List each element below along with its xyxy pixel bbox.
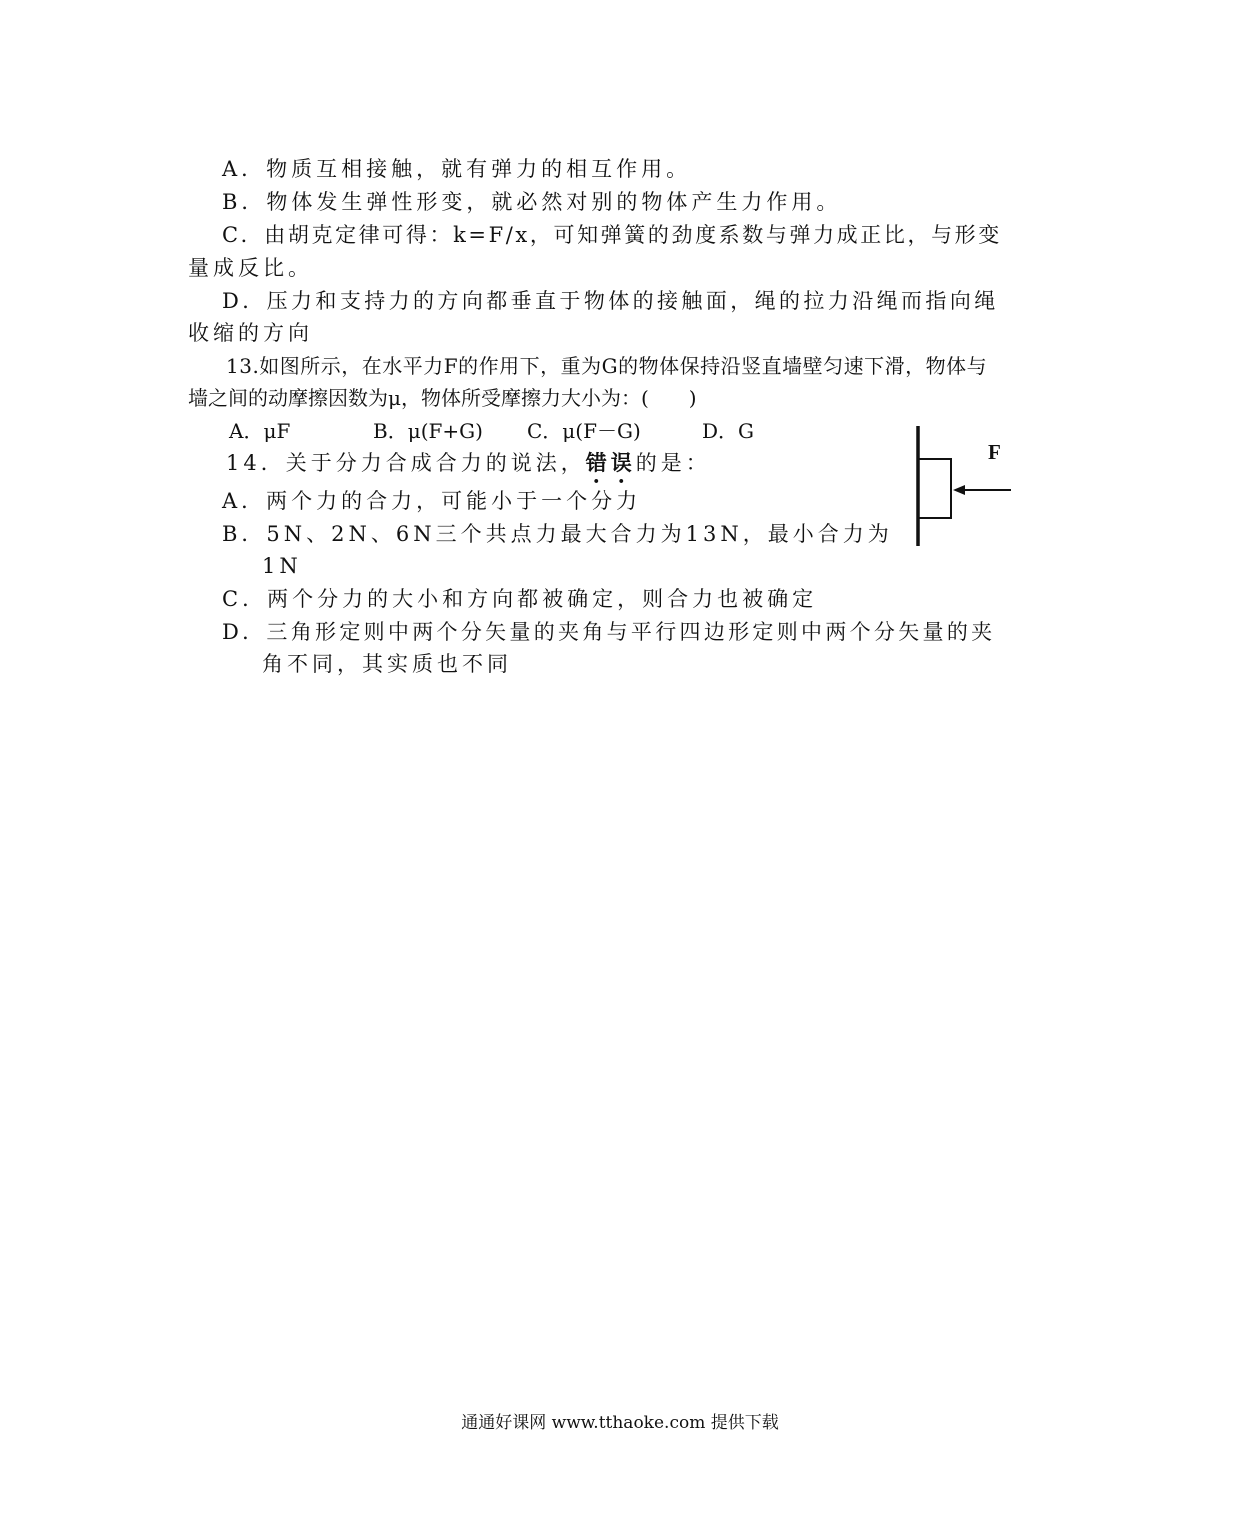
- q14-option-a: A．两个力的合力，可能小于一个分力: [222, 489, 642, 513]
- q12-option-d-line2: 收缩的方向: [188, 321, 313, 345]
- force-label: F: [988, 440, 1001, 464]
- q14-stem-suffix: 的是：: [635, 451, 711, 475]
- q12-option-b: B．物体发生弹性形变，就必然对别的物体产生力作用。: [222, 190, 842, 214]
- q14-option-b-line1: B．5N、2N、6N三个共点力最大合力为13N，最小合力为: [222, 522, 893, 546]
- q13-stem-line1: 13.如图所示，在水平力F的作用下，重为G的物体保持沿竖直墙壁匀速下滑，物体与: [226, 354, 988, 378]
- q14-stem-emphasis: 错误: [585, 450, 636, 475]
- q14-option-d-line2: 角不同，其实质也不同: [262, 652, 512, 676]
- q12-option-c-line2: 量成反比。: [188, 256, 313, 280]
- q13-stem-line2: 墙之间的动摩擦因数为μ，物体所受摩擦力大小为：( ): [188, 386, 697, 410]
- q12-option-d-line1: D．压力和支持力的方向都垂直于物体的接触面，绳的拉力沿绳而指向绳: [222, 289, 999, 313]
- q14-option-b-line2: 1N: [262, 554, 302, 578]
- wall-block-figure: [905, 420, 1035, 555]
- q12-option-c-line1: C．由胡克定律可得：k=F/x，可知弹簧的劲度系数与弹力成正比，与形变: [222, 223, 1002, 247]
- q12-option-a: A．物质互相接触，就有弹力的相互作用。: [222, 157, 692, 181]
- force-arrow-head: [953, 485, 965, 495]
- q13-option-d: D．G: [702, 419, 755, 443]
- q13-option-c: C．μ(F－G): [527, 419, 641, 443]
- footer-source: 通通好课网 www.tthaoke.com 提供下载: [461, 1413, 779, 1433]
- q14-stem: [226, 450, 711, 488]
- q14-option-d-line1: D．三角形定则中两个分矢量的夹角与平行四边形定则中两个分矢量的夹: [222, 620, 996, 644]
- block: [918, 459, 951, 518]
- q13-option-a: A．μF: [229, 419, 291, 443]
- q14-stem-prefix: 14．关于分力合成合力的说法，: [226, 451, 586, 475]
- q13-option-b: B．μ(F+G): [373, 419, 483, 443]
- q14-option-c: C．两个分力的大小和方向都被确定，则合力也被确定: [222, 587, 818, 611]
